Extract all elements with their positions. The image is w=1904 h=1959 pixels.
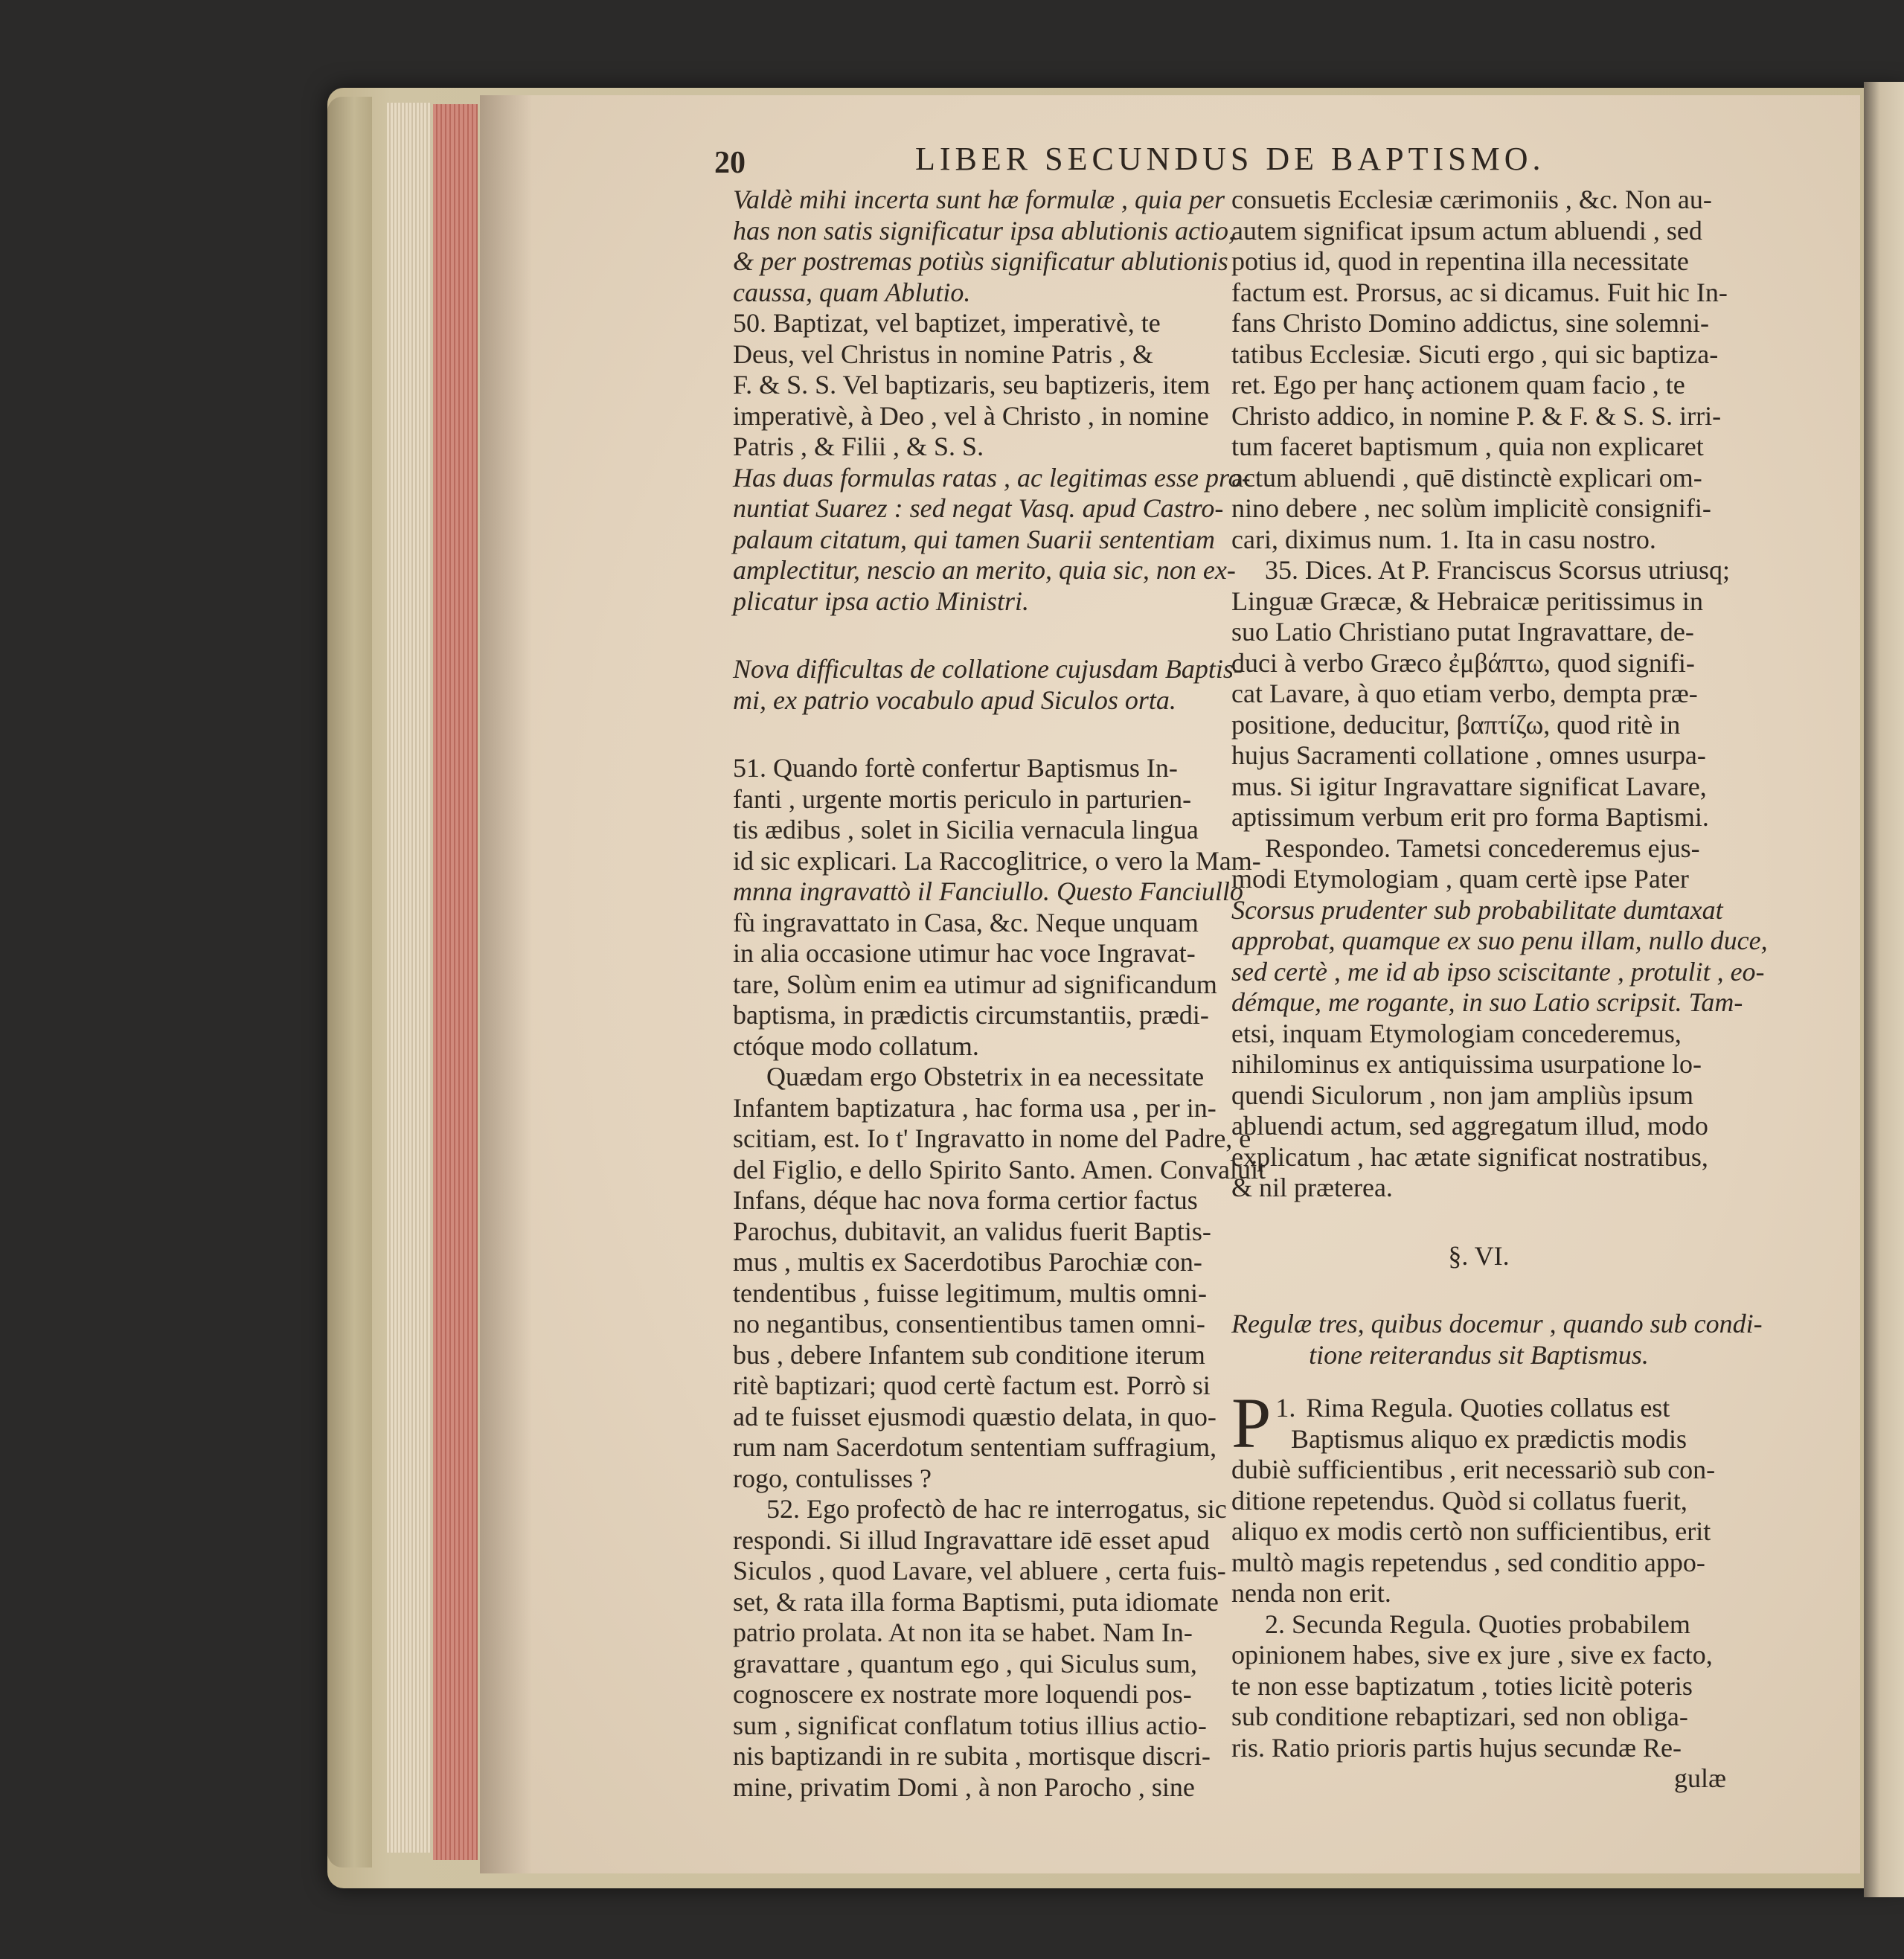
spacer bbox=[1231, 1204, 1726, 1241]
text-line: Respondeo. Tametsi concederemus ejus- bbox=[1265, 833, 1700, 863]
text-line: & nil præterea. bbox=[1231, 1173, 1393, 1202]
drop-cap-letter: P bbox=[1231, 1383, 1272, 1463]
text-line: §. VI. bbox=[1448, 1240, 1510, 1271]
text-line: sum , significat conflatum totius illius actio- bbox=[733, 1710, 1207, 1740]
text-line: respondi. Si illud Ingravattare idē esset apud bbox=[733, 1524, 1210, 1555]
text-line: 2. Secunda Regula. Quoties probabilem bbox=[1265, 1609, 1690, 1639]
page-number: 20 bbox=[714, 146, 746, 180]
text-line: Patris , & Filii , & S. S. bbox=[733, 432, 984, 461]
text-line: id sic explicari. La Raccoglitrice, o vero la Mam- bbox=[733, 845, 1261, 876]
text-line: Has duas formulas ratas , ac legitimas esse pro- bbox=[733, 462, 1251, 493]
text-line: Linguæ Græcæ, & Hebraicæ peritissimus in bbox=[1231, 586, 1703, 616]
text-line: tendentibus , fuisse legitimum, multis omni- bbox=[733, 1277, 1207, 1308]
text-line: ditione repetendus. Quòd si collatus fuerit, bbox=[1231, 1485, 1687, 1516]
text-line: tione reiterandus sit Baptismus. bbox=[1309, 1339, 1649, 1370]
catchword: gulæ bbox=[1673, 1763, 1726, 1793]
text-line: imperativè, à Deo , vel à Christo , in nomine bbox=[733, 400, 1209, 431]
text-line: suo Latio Christiano putat Ingravattare, de- bbox=[1231, 617, 1694, 647]
text-line: nihilominus ex antiquissima usurpatione lo- bbox=[1231, 1049, 1702, 1079]
red-page-edge bbox=[433, 104, 478, 1860]
text-line: Siculos , quod Lavare, vel abluere , certa fuis- bbox=[733, 1556, 1226, 1586]
text-line: cat Lavare, à quo etiam verbo, dempta præ- bbox=[1231, 679, 1698, 708]
facing-page-edge bbox=[1864, 82, 1904, 1897]
text-line: gravattare , quantum ego , qui Siculus sum, bbox=[733, 1648, 1197, 1679]
text-line: bus , debere Infantem sub conditione iterum bbox=[733, 1339, 1205, 1370]
text-line: nuntiat Suarez : sed negat Vasq. apud Castro- bbox=[733, 493, 1224, 523]
text-line: ret. Ego per hanç actionem quam facio , te bbox=[1231, 370, 1685, 400]
text-line: sub conditione rebaptizari, sed non obliga- bbox=[1231, 1702, 1688, 1731]
text-line: etsi, inquam Etymologiam concederemus, bbox=[1231, 1018, 1682, 1048]
text-line: explicatum , hac ætate significat nostratibus, bbox=[1231, 1141, 1708, 1172]
text-line: Quædam ergo Obstetrix in ea necessitate bbox=[766, 1062, 1205, 1091]
text-line: fù ingravattato in Casa, &c. Neque unquam bbox=[733, 907, 1199, 937]
text-line: approbat, quamque ex suo penu illam, nullo duce, bbox=[1231, 926, 1768, 955]
text-line: te non esse baptizatum , toties licitè poteris bbox=[1231, 1670, 1693, 1701]
text-line: tis ædibus , solet in Sicilia vernacula lingua bbox=[733, 815, 1199, 844]
text-line: 35. Dices. At P. Franciscus Scorsus utriusq; bbox=[1265, 555, 1730, 585]
text-line: & per postremas potiùs significatur ablutionis bbox=[733, 246, 1228, 276]
text-line: palaum citatum, qui tamen Suarii sententiam bbox=[733, 524, 1215, 554]
left-text-column bbox=[733, 185, 1266, 1803]
spacer bbox=[733, 617, 1217, 654]
text-line: fans Christo Domino addictus, sine solemni- bbox=[1231, 308, 1709, 338]
text-line: mus. Si igitur Ingravattare significat Lavare, bbox=[1231, 771, 1707, 801]
text-line: nenda non erit. bbox=[1231, 1578, 1391, 1608]
text-line: cari, diximus num. 1. Ita in casu nostro. bbox=[1231, 524, 1656, 554]
text-line: del Figlio, e dello Spirito Santo. Amen. Convaluit bbox=[733, 1154, 1266, 1184]
text-line: rogo, contulisses ? bbox=[733, 1463, 932, 1493]
text-line: tum faceret baptismum , quia non explicaret bbox=[1231, 432, 1704, 461]
text-line: multò magis repetendus , sed conditio appo- bbox=[1231, 1547, 1705, 1577]
text-line: sed certè , me id ab ipso sciscitante , protulit , eo- bbox=[1231, 956, 1765, 987]
text-line: Valdè mihi incerta sunt hæ formulæ , quia per bbox=[733, 185, 1225, 214]
text-line: ad te fuisset ejusmodi quæstio delata, in quo- bbox=[733, 1401, 1217, 1431]
text-line: set, & rata illa forma Baptismi, puta idiomate bbox=[733, 1586, 1219, 1617]
gutter-shadow bbox=[480, 95, 532, 1873]
spacer bbox=[733, 716, 1217, 753]
text-line: cognoscere ex nostrate more loquendi pos- bbox=[733, 1679, 1192, 1709]
text-line: dubiè sufficientibus , erit necessariò sub con- bbox=[1231, 1455, 1716, 1484]
text-line: autem significat ipsum actum abluendi , sed bbox=[1231, 215, 1702, 246]
text-line: positione, deducitur, βαπτίζω, quod ritè in bbox=[1231, 709, 1681, 740]
spacer bbox=[1231, 1370, 1726, 1393]
text-line: baptisma, in prædictis circumstantiis, prædi- bbox=[733, 1000, 1209, 1030]
text-line: 51. Quando fortè confertur Baptismus In- bbox=[733, 753, 1178, 783]
right-text-column bbox=[1231, 185, 1768, 1795]
text-line: F. & S. S. Vel baptizaris, seu baptizeris, item bbox=[733, 370, 1211, 400]
running-head: LIBER SECUNDUS DE BAPTISMO. bbox=[915, 141, 1545, 177]
text-line: opinionem habes, sive ex jure , sive ex facto, bbox=[1231, 1640, 1713, 1670]
text-line: ris. Ratio prioris partis hujus secundæ Re- bbox=[1231, 1732, 1682, 1763]
text-line: Christo addico, in nomine P. & F. & S. S. irri- bbox=[1231, 400, 1722, 431]
text-line: potius id, quod in repentina illa necessitate bbox=[1231, 246, 1689, 276]
text-line: tatibus Ecclesiæ. Sicuti ergo , qui sic baptiza- bbox=[1231, 339, 1719, 369]
text-line: Deus, vel Christus in nomine Patris , & bbox=[733, 339, 1153, 369]
text-line: actum abluendi , quē distinctè explicari om- bbox=[1231, 462, 1702, 493]
text-line: mine, privatim Domi , à non Parocho , sine bbox=[733, 1772, 1195, 1802]
text-line: Scorsus prudenter sub probabilitate dumtaxat bbox=[1231, 894, 1723, 925]
text-line: duci à verbo Græco ἐμβάπτω, quod signifi- bbox=[1231, 647, 1695, 678]
text-line: ritè baptizari; quod certè factum est. Porrò si bbox=[733, 1370, 1211, 1400]
text-line: Baptismus aliquo ex prædictis modis bbox=[1291, 1423, 1687, 1454]
text-line: nis baptizandi in re subita , mortisque discri- bbox=[733, 1741, 1211, 1771]
text-line: abluendi actum, sed aggregatum illud, modo bbox=[1231, 1111, 1708, 1141]
text-line: tare, Solùm enim ea utimur ad significandum bbox=[733, 969, 1217, 999]
text-line: no negantibus, consentientibus tamen omni- bbox=[733, 1309, 1205, 1338]
text-line: Regulæ tres, quibus docemur , quando sub condi- bbox=[1231, 1309, 1763, 1338]
text-line: Infantem baptizatura , hac forma usa , per in- bbox=[733, 1092, 1217, 1123]
book-spine bbox=[327, 97, 372, 1867]
text-line: Rima Regula. Quoties collatus est bbox=[1306, 1393, 1670, 1423]
text-line: fanti , urgente mortis periculo in parturien- bbox=[733, 783, 1192, 814]
text-line: mnna ingravattò il Fanciullo. Questo Fanciullo bbox=[733, 876, 1243, 906]
text-line: mus , multis ex Sacerdotibus Parochiæ con- bbox=[733, 1247, 1202, 1277]
text-line: démque, me rogante, in suo Latio scripsit. Tam- bbox=[1231, 987, 1743, 1017]
page-stack-edges bbox=[387, 103, 432, 1853]
text-line: nino debere , nec solùm implicitè consignifi- bbox=[1231, 493, 1711, 523]
text-line: factum est. Prorsus, ac si dicamus. Fuit hic In- bbox=[1231, 277, 1728, 307]
text-line: caussa, quam Ablutio. bbox=[733, 277, 971, 307]
text-line: scitiam, est. Io t' Ingravatto in nome del Padre, e bbox=[733, 1123, 1251, 1153]
text-line: plicatur ipsa actio Ministri. bbox=[733, 586, 1030, 616]
rule-number: 1. bbox=[1275, 1393, 1296, 1423]
text-line: 50. Baptizat, vel baptizet, imperativè, te bbox=[733, 308, 1161, 338]
text-line: ctóque modo collatum. bbox=[733, 1030, 979, 1061]
text-line: rum nam Sacerdotum sententiam suffragium, bbox=[733, 1432, 1217, 1462]
text-line: quendi Siculorum , non jam ampliùs ipsum bbox=[1231, 1080, 1693, 1110]
text-line: mi, ex patrio vocabulo apud Siculos orta. bbox=[733, 684, 1176, 715]
text-line: in alia occasione utimur hac voce Ingravat- bbox=[733, 938, 1196, 968]
text-line: 52. Ego profectò de hac re interrogatus, sic bbox=[766, 1494, 1227, 1524]
text-line: aptissimum verbum erit pro forma Baptismi. bbox=[1231, 802, 1709, 832]
spacer bbox=[1231, 1272, 1726, 1309]
text-line: Nova difficultas de collatione cujusdam Baptis- bbox=[733, 654, 1243, 684]
text-line: amplectitur, nescio an merito, quia sic, non ex- bbox=[733, 555, 1236, 585]
text-line: patrio prolata. At non ita se habet. Nam In- bbox=[733, 1617, 1193, 1647]
text-line: Parochus, dubitavit, an validus fuerit Baptis- bbox=[733, 1216, 1211, 1246]
text-line: aliquo ex modis certò non sufficientibus, erit bbox=[1231, 1516, 1711, 1546]
text-line: modi Etymologiam , quam certè ipse Pater bbox=[1231, 864, 1689, 894]
text-line: Infans, déque hac nova forma certior factus bbox=[733, 1185, 1198, 1215]
text-line: has non satis significatur ipsa ablutionis actio, bbox=[733, 215, 1236, 246]
text-line: consuetis Ecclesiæ cærimoniis , &c. Non au- bbox=[1231, 185, 1712, 214]
text-line: hujus Sacramenti collatione , omnes usurpa- bbox=[1231, 740, 1706, 770]
